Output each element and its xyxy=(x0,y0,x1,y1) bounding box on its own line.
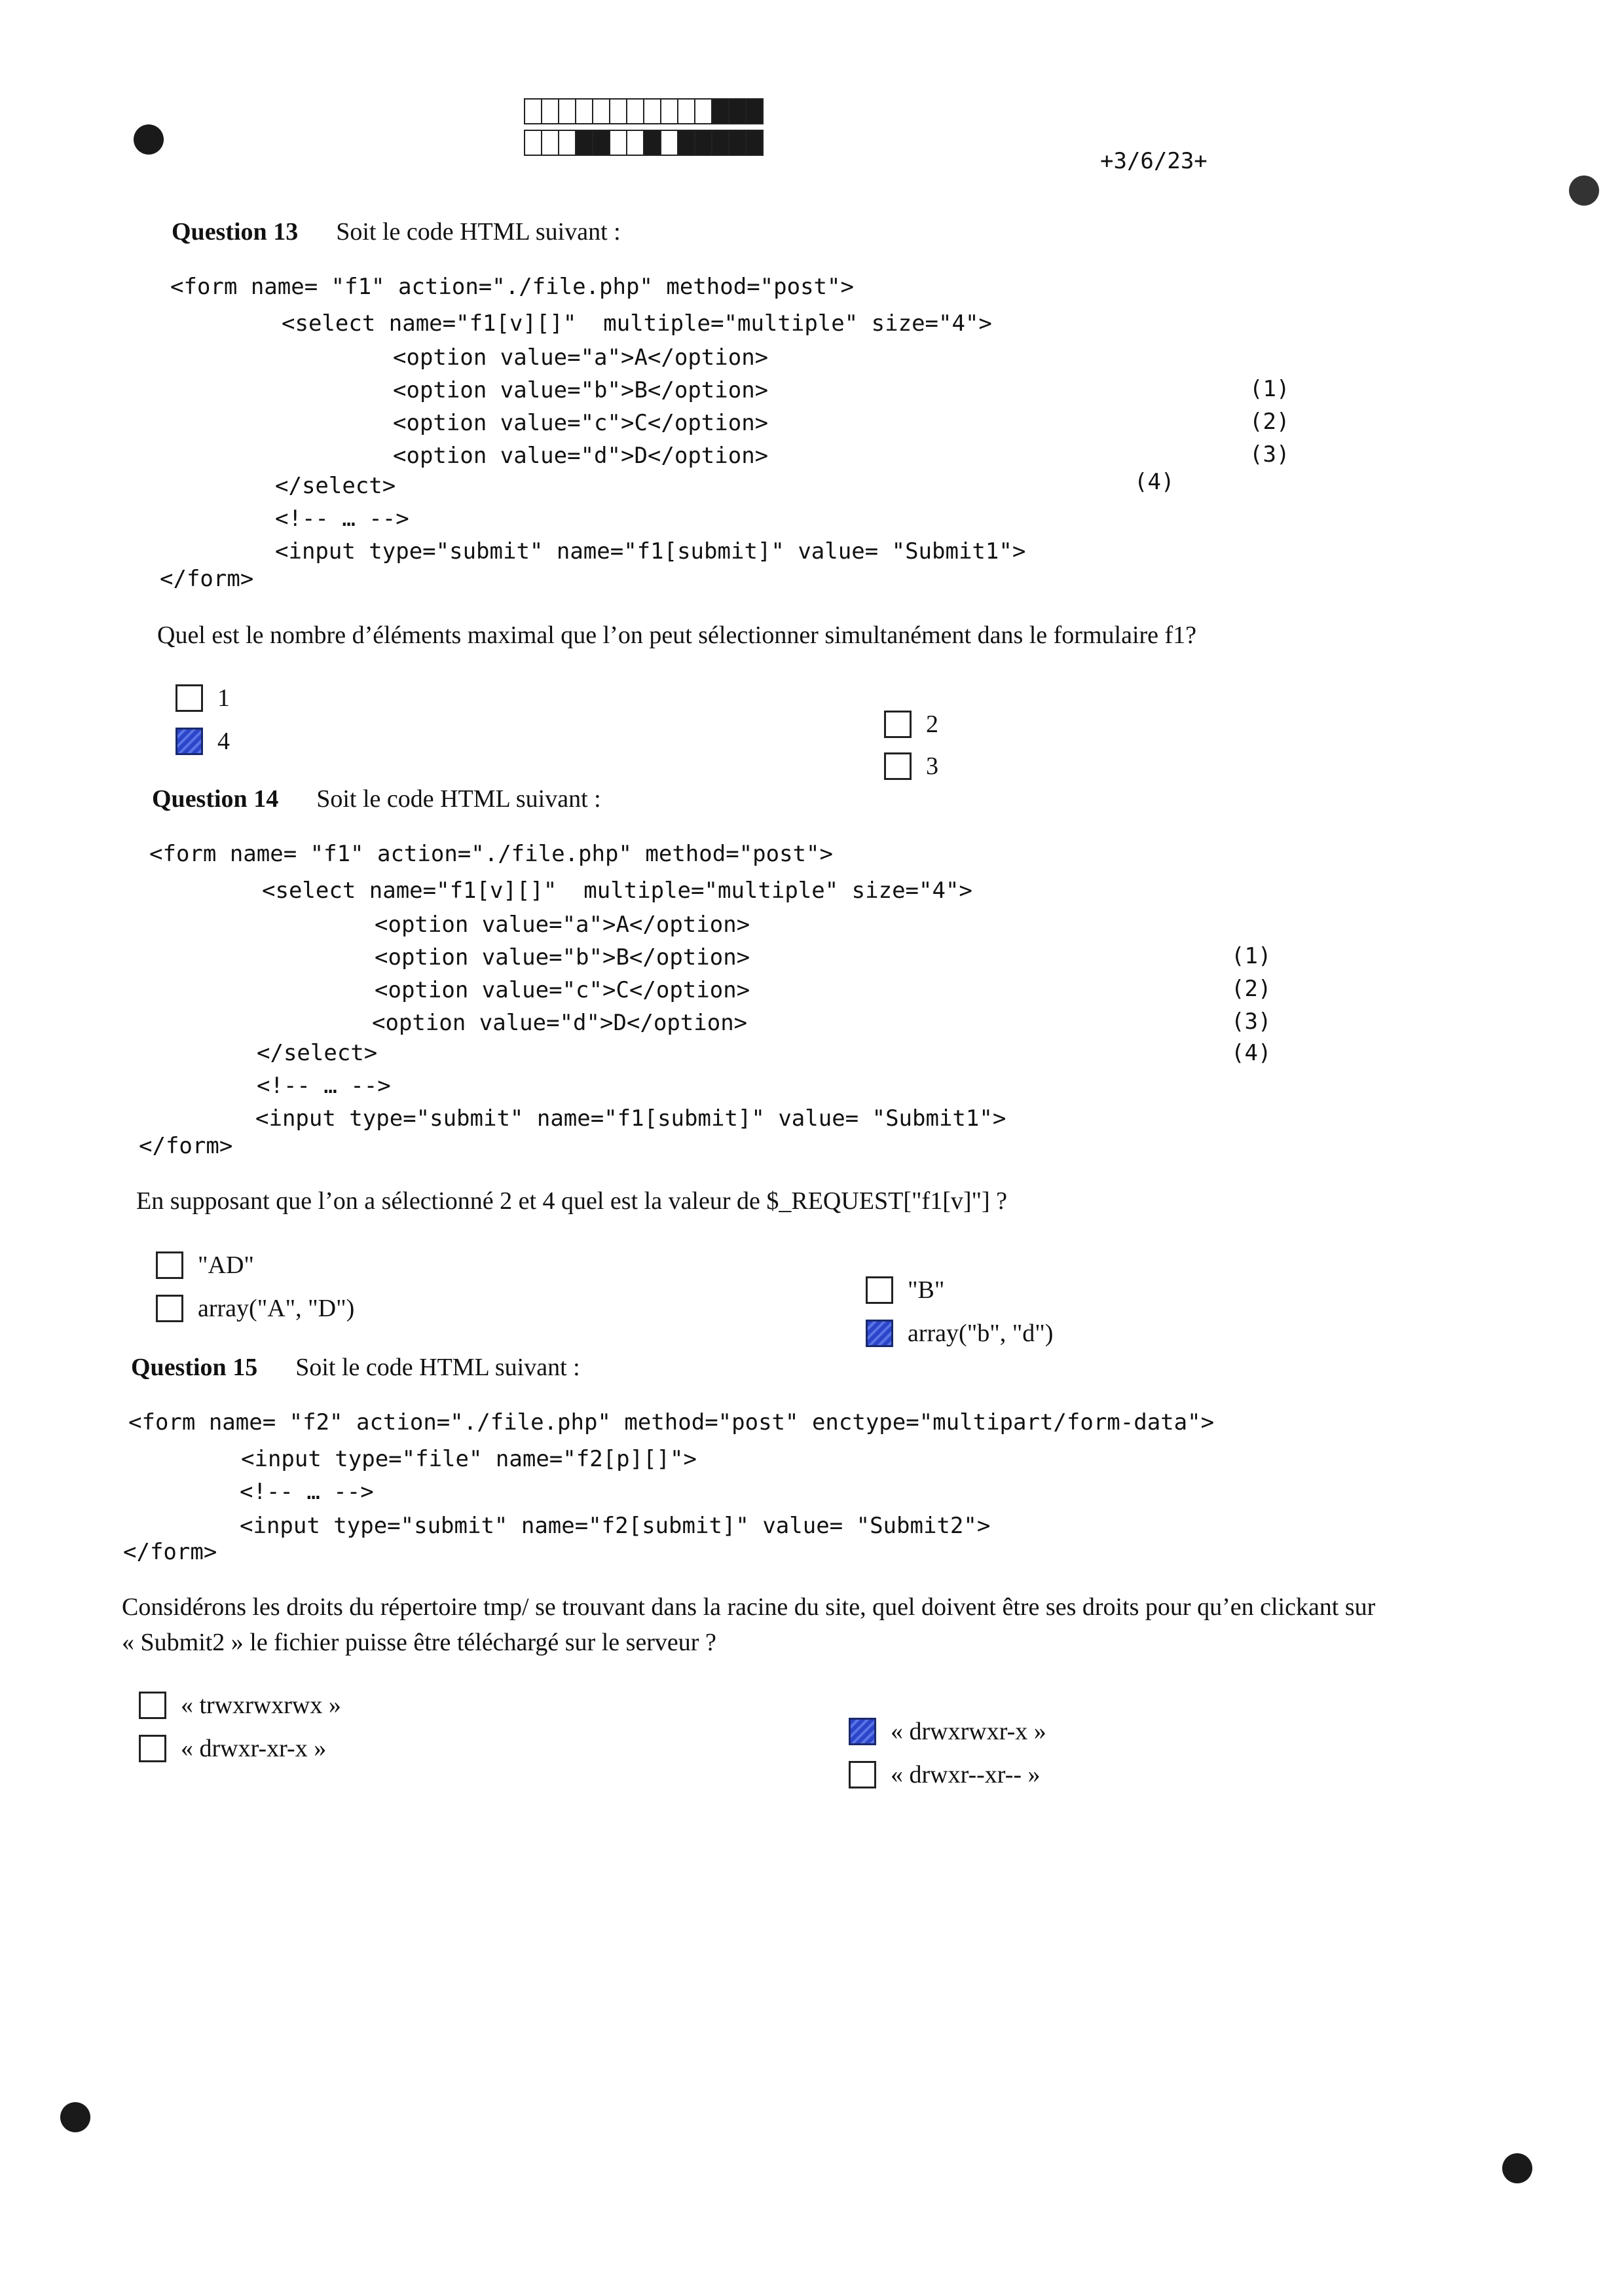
code-line: <option value="c">C</option> xyxy=(375,977,750,1003)
marker-2: (2) xyxy=(1231,976,1272,1002)
code-line: </form> xyxy=(139,1133,233,1159)
registration-dot-bottom-right xyxy=(1502,2153,1532,2183)
checkbox[interactable] xyxy=(175,684,203,712)
q15-choice-drwxrwxr-x[interactable] xyxy=(849,1717,1046,1746)
code-line: <input type="submit" name="f1[submit]" value= "Submit1"> xyxy=(255,1105,1006,1132)
code-line: <input type="file" name="f2[p][]"> xyxy=(241,1446,697,1472)
question-13-intro: Soit le code HTML suivant : xyxy=(336,218,621,246)
choice-label: 2 xyxy=(926,711,938,738)
code-line: <option value="a">A</option> xyxy=(393,344,769,371)
code-line: <option value="c">C</option> xyxy=(393,410,769,436)
question-14-prompt: En supposant que l’on a sélectionné 2 et 4 quel est la valeur de $_REQUEST["f1[v]"] ? xyxy=(136,1187,1008,1215)
choice-label: « drwxr-xr-x » xyxy=(181,1735,327,1762)
code-line: <option value="b">B</option> xyxy=(393,377,769,403)
choice-label: « drwxr--xr-- » xyxy=(891,1761,1041,1788)
question-14-number: Question 14 xyxy=(152,785,279,813)
q14-choice-ad[interactable] xyxy=(156,1251,254,1280)
choice-label: array("b", "d") xyxy=(908,1320,1054,1347)
barcode-row-bottom xyxy=(524,130,762,155)
registration-dot-top-left xyxy=(134,124,164,155)
code-line: </select> xyxy=(275,473,396,499)
checkbox[interactable] xyxy=(866,1276,893,1304)
choice-label: "AD" xyxy=(198,1251,254,1279)
checkbox[interactable] xyxy=(156,1295,183,1322)
code-line: <!-- … --> xyxy=(257,1073,391,1099)
q15-choice-drwxr--xr--[interactable] xyxy=(849,1760,1041,1789)
q13-choice-2[interactable] xyxy=(884,710,938,739)
q14-choice-array-b-d[interactable] xyxy=(866,1319,1053,1348)
q15-choice-drwxr-xr-x[interactable] xyxy=(139,1734,326,1763)
code-line: <option value="a">A</option> xyxy=(375,912,750,938)
barcode-row-top xyxy=(524,98,762,123)
choice-label: 3 xyxy=(926,752,938,780)
checkbox[interactable] xyxy=(884,752,912,780)
checkbox[interactable] xyxy=(139,1692,166,1719)
code-line: <select name="f1[v][]" multiple="multiple" size="4"> xyxy=(262,878,972,904)
q14-choice-array-a-d[interactable] xyxy=(156,1294,354,1323)
code-line: </form> xyxy=(123,1539,217,1565)
code-line: <option value="d">D</option> xyxy=(393,443,769,469)
code-line: <!-- … --> xyxy=(275,506,409,532)
choice-label: « trwxrwxrwx » xyxy=(181,1692,341,1719)
q15-choice-trwxrwxrwx[interactable] xyxy=(139,1691,341,1720)
question-14-intro: Soit le code HTML suivant : xyxy=(316,785,601,813)
code-line: <option value="b">B</option> xyxy=(375,944,750,971)
question-15-number: Question 15 xyxy=(131,1354,258,1381)
checkbox-checked[interactable] xyxy=(175,728,203,755)
page-identifier: +3/6/23+ xyxy=(1100,148,1208,174)
marker-4: (4) xyxy=(1231,1040,1272,1066)
q13-choice-1[interactable] xyxy=(175,684,230,713)
q13-choice-4[interactable] xyxy=(175,727,230,756)
code-line: <!-- … --> xyxy=(240,1479,374,1505)
checkbox-checked[interactable] xyxy=(866,1320,893,1347)
q13-choice-3[interactable] xyxy=(884,752,938,781)
marker-1: (1) xyxy=(1249,376,1290,402)
choice-label: "B" xyxy=(908,1276,945,1304)
code-line: <input type="submit" name="f1[submit]" value= "Submit1"> xyxy=(275,538,1026,565)
question-15-title xyxy=(131,1353,580,1382)
code-line: <select name="f1[v][]" multiple="multiple" size="4"> xyxy=(282,310,992,337)
choice-label: array("A", "D") xyxy=(198,1295,355,1322)
code-line: <input type="submit" name="f2[submit]" value= "Submit2"> xyxy=(240,1513,991,1539)
question-13-number: Question 13 xyxy=(172,218,299,246)
question-13-title xyxy=(172,217,621,246)
marker-3: (3) xyxy=(1249,441,1290,468)
question-14-title xyxy=(152,785,601,813)
marker-1: (1) xyxy=(1231,943,1272,969)
code-line: <form name= "f2" action="./file.php" method="post" enctype="multipart/form-data"> xyxy=(128,1409,1215,1435)
marker-3: (3) xyxy=(1231,1009,1272,1035)
choice-label: 4 xyxy=(217,728,230,755)
checkbox[interactable] xyxy=(884,711,912,738)
question-13-prompt: Quel est le nombre d’éléments maximal que l’on peut sélectionner simultanément dans le formulaire f1? xyxy=(157,621,1197,649)
code-line: <form name= "f1" action="./file.php" method="post"> xyxy=(170,274,854,300)
code-line: <form name= "f1" action="./file.php" method="post"> xyxy=(149,841,833,867)
checkbox-checked[interactable] xyxy=(849,1718,876,1745)
marker-4: (4) xyxy=(1134,469,1175,495)
marker-2: (2) xyxy=(1249,409,1290,435)
checkbox[interactable] xyxy=(139,1735,166,1762)
question-15-intro: Soit le code HTML suivant : xyxy=(295,1354,580,1381)
code-line: </select> xyxy=(257,1040,378,1066)
registration-dot-top-right xyxy=(1569,176,1599,206)
q14-choice-b[interactable] xyxy=(866,1276,944,1305)
checkbox[interactable] xyxy=(849,1761,876,1788)
checkbox[interactable] xyxy=(156,1251,183,1279)
question-15-prompt-line-2: « Submit2 » le fichier puisse être téléchargé sur le serveur ? xyxy=(122,1629,716,1656)
code-line: </form> xyxy=(160,566,254,592)
choice-label: « drwxrwxr-x » xyxy=(891,1718,1046,1745)
choice-label: 1 xyxy=(217,684,230,712)
code-line: <option value="d">D</option> xyxy=(372,1010,748,1036)
question-15-prompt-line-1: Considérons les droits du répertoire tmp/ se trouvant dans la racine du site, quel doivent être ses droits pour qu’en clickant sur xyxy=(122,1593,1376,1621)
registration-dot-bottom-left xyxy=(60,2102,90,2132)
